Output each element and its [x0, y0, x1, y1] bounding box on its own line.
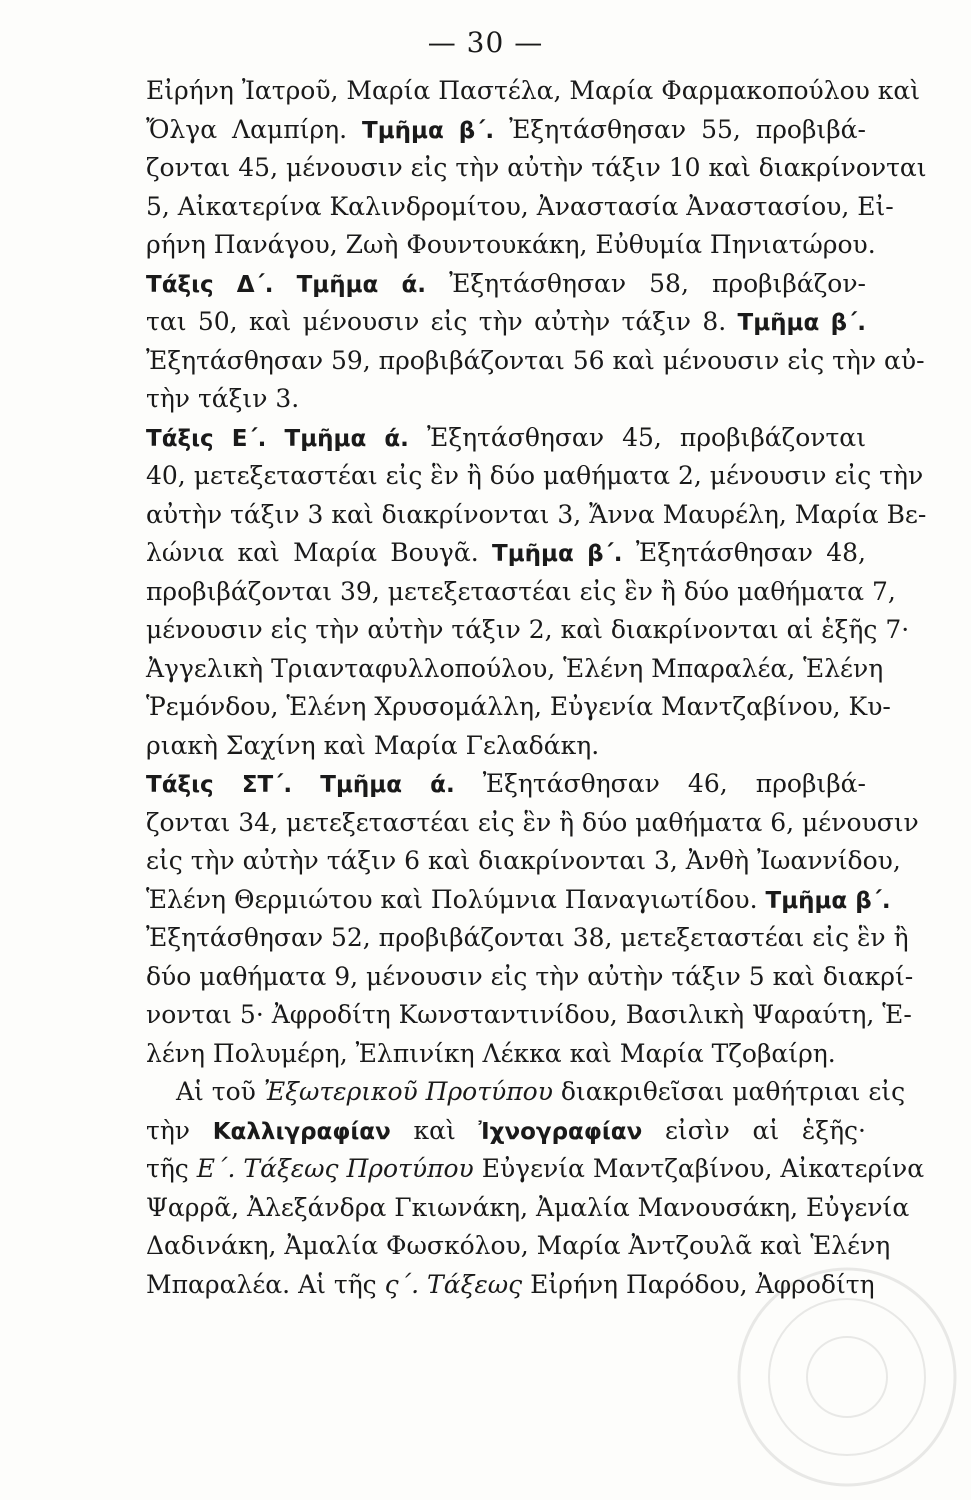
text-segment: τῆς: [146, 1154, 197, 1183]
text-segment: Ἐξητάσθησαν 48,: [622, 538, 866, 567]
text-segment: εἰς τὴν αὐτὴν τάξιν 6 καὶ διακρίνονται 3, Ἀνθὴ Ἰωαννίδου,: [146, 846, 901, 875]
text-line: [146, 650, 884, 689]
text-segment: ζονται 45, μένουσιν εἰς τὴν αὐτὴν τάξιν 10 καὶ διακρίνονται: [146, 153, 927, 182]
text-line: [146, 496, 927, 535]
bold-heading: Τμῆμα β΄.: [492, 541, 623, 567]
bold-heading: Τάξις Ε΄. Τμῆμα ά.: [146, 425, 409, 452]
text-segment: Ὄλγα Λαμπίρη.: [146, 114, 363, 144]
text-line: [146, 457, 924, 496]
bold-heading: Ἰχνογραφίαν: [478, 1118, 643, 1145]
text-segment: αὐτὴν τάξιν 3 καὶ διακρίνονται 3, Ἄννα Μαυρέλη, Μαρία Βε-: [146, 499, 927, 529]
text-line: [146, 842, 901, 881]
text-line: [146, 1112, 866, 1151]
text-line: [146, 1073, 906, 1112]
text-segment: λένη Πολυμέρη, Ἐλπινίκη Λέκκα καὶ Μαρία Τζοβαίρη.: [146, 1038, 836, 1068]
text-line: [146, 1035, 866, 1074]
text-line: [146, 188, 894, 227]
text-segment: νονται 5· Ἀφροδίτη Κωνσταντινίδου, Βασιλικὴ Ψαραύτη, Ἑ-: [146, 1000, 912, 1029]
text-segment: τὴν τάξιν 3.: [146, 384, 300, 413]
text-line: [146, 765, 866, 804]
text-segment: Ῥεμόνδου, Ἑλένη Χρυσομάλλη, Εὐγενία Μαντζαβίνου, Κυ-: [146, 692, 891, 721]
text-line: [146, 1150, 925, 1189]
text-segment: Ἐξητάσθησαν 55, προβιβά-: [494, 114, 867, 144]
text-segment: Δαδινάκη, Ἀμαλία Φωσκόλου, Μαρία Ἀντζουλᾶ καὶ Ἑλένη: [146, 1231, 891, 1260]
bold-heading: Τάξις ΣΤ΄. Τμῆμα ά.: [146, 772, 455, 798]
text-line: [146, 919, 909, 958]
text-segment: διακριθεῖσαι μαθήτριαι εἰς: [552, 1077, 906, 1106]
text-segment: ζονται 34, μετεξεταστέαι εἰς ἓν ἢ δύο μαθήματα 6, μένουσιν: [146, 807, 919, 837]
text-line: [146, 380, 866, 419]
text-segment: ριακὴ Σαχίνη καὶ Μαρία Γελαδάκη.: [146, 730, 600, 760]
text-segment: Αἱ τοῦ: [176, 1077, 264, 1106]
text-line: [146, 804, 919, 843]
text-segment: εἰσὶν αἱ ἑξῆς·: [642, 1115, 867, 1145]
text-body: [146, 72, 927, 1304]
bold-heading: Καλλιγραφίαν: [212, 1118, 391, 1145]
text-segment: ται 50, καὶ μένουσιν εἰς τὴν αὐτὴν τάξιν 8.: [146, 307, 738, 336]
library-stamp-watermark: [732, 1262, 962, 1492]
text-line: [146, 611, 910, 650]
text-line: [146, 573, 896, 612]
text-line: [146, 111, 866, 150]
text-segment: λώνια καὶ Μαρία Βουγᾶ.: [146, 538, 493, 567]
text-line: [146, 226, 876, 265]
text-line: [146, 958, 914, 997]
text-segment: Ἐξητάσθησαν 52, προβιβάζονται 38, μετεξεταστέαι εἰς ἓν ἢ: [146, 923, 909, 952]
italic-text: Ε΄. Τάξεως Προτύπου: [196, 1154, 474, 1183]
text-segment: μένουσιν εἰς τὴν αὐτὴν τάξιν 2, καὶ διακρίνονται αἱ ἑξῆς 7·: [146, 615, 910, 644]
text-line: [146, 72, 921, 111]
text-segment: προβιβάζονται 39, μετεξεταστέαι εἰς ἓν ἢ δύο μαθήματα 7,: [146, 576, 896, 606]
text-segment: καὶ: [390, 1115, 479, 1145]
text-segment: Ἐξητάσθησαν 59, προβιβάζονται 56 καὶ μένουσιν εἰς τὴν αὐ-: [146, 345, 925, 375]
text-segment: 40, μετεξεταστέαι εἰς ἓν ἢ δύο μαθήματα 2, μένουσιν εἰς τὴν: [146, 461, 924, 490]
text-line: [146, 265, 866, 304]
text-line: [146, 688, 891, 727]
text-segment: τὴν: [146, 1115, 213, 1145]
text-line: [146, 534, 866, 573]
text-segment: Ἐξητάσθησαν 46, προβιβά-: [454, 769, 866, 798]
text-line: [146, 1227, 891, 1266]
text-segment: Ἐξητάσθησαν 58, προβιβάζον-: [426, 268, 866, 298]
text-segment: Ἀγγελικὴ Τριανταφυλλοπούλου, Ἑλένη Μπαραλέα, Ἑλένη: [146, 653, 884, 683]
italic-text: Ἐξωτερικοῦ Προτύπου: [263, 1077, 553, 1106]
page-number: — 30 —: [427, 26, 544, 59]
text-segment: ρήνη Πανάγου, Ζωὴ Φουντουκάκη, Εὐθυμία Πηνιατώρου.: [146, 230, 876, 259]
text-segment: δύο μαθήματα 9, μένουσιν εἰς τὴν αὐτὴν τάξιν 5 καὶ διακρί-: [146, 961, 914, 991]
text-line: [146, 881, 891, 920]
bold-heading: Τμῆμα β΄.: [737, 310, 866, 336]
text-line: [146, 342, 925, 381]
text-segment: Εἰρήνη Ἰατροῦ, Μαρία Παστέλα, Μαρία Φαρμακοπούλου καὶ: [146, 76, 921, 105]
text-segment: Εὐγενία Μαντζαβίνου, Αἰκατερίνα: [473, 1154, 925, 1183]
text-segment: Μπαραλέα. Αἱ τῆς: [146, 1269, 385, 1299]
text-line: [146, 727, 866, 766]
text-segment: Ἑλένη Θερμιώτου καὶ Πολύμνια Παναγιωτίδου.: [146, 884, 766, 914]
text-line: [146, 303, 866, 342]
text-line: [146, 149, 927, 188]
text-segment: Ἐξητάσθησαν 45, προβιβάζονται: [408, 422, 866, 452]
bold-heading: Τμῆμα β΄.: [765, 887, 891, 914]
bold-heading: Τμῆμα β΄.: [362, 117, 495, 144]
text-line: [146, 419, 866, 458]
text-line: [146, 996, 912, 1035]
text-segment: Ψαρρᾶ, Ἀλεξάνδρα Γκιωνάκη, Ἀμαλία Μανουσάκη, Εὐγενία: [146, 1192, 910, 1222]
text-segment: Εἰρήνη Παρόδου, Ἀφροδίτη: [522, 1269, 875, 1299]
italic-text: ς΄. Τάξεως: [384, 1269, 523, 1299]
bold-heading: Τάξις Δ΄. Τμῆμα ά.: [146, 271, 426, 298]
text-segment: 5, Αἰκατερίνα Καλινδρομίτου, Ἀναστασία Ἀναστασίου, Εἰ-: [146, 191, 894, 221]
text-line: [146, 1189, 910, 1228]
